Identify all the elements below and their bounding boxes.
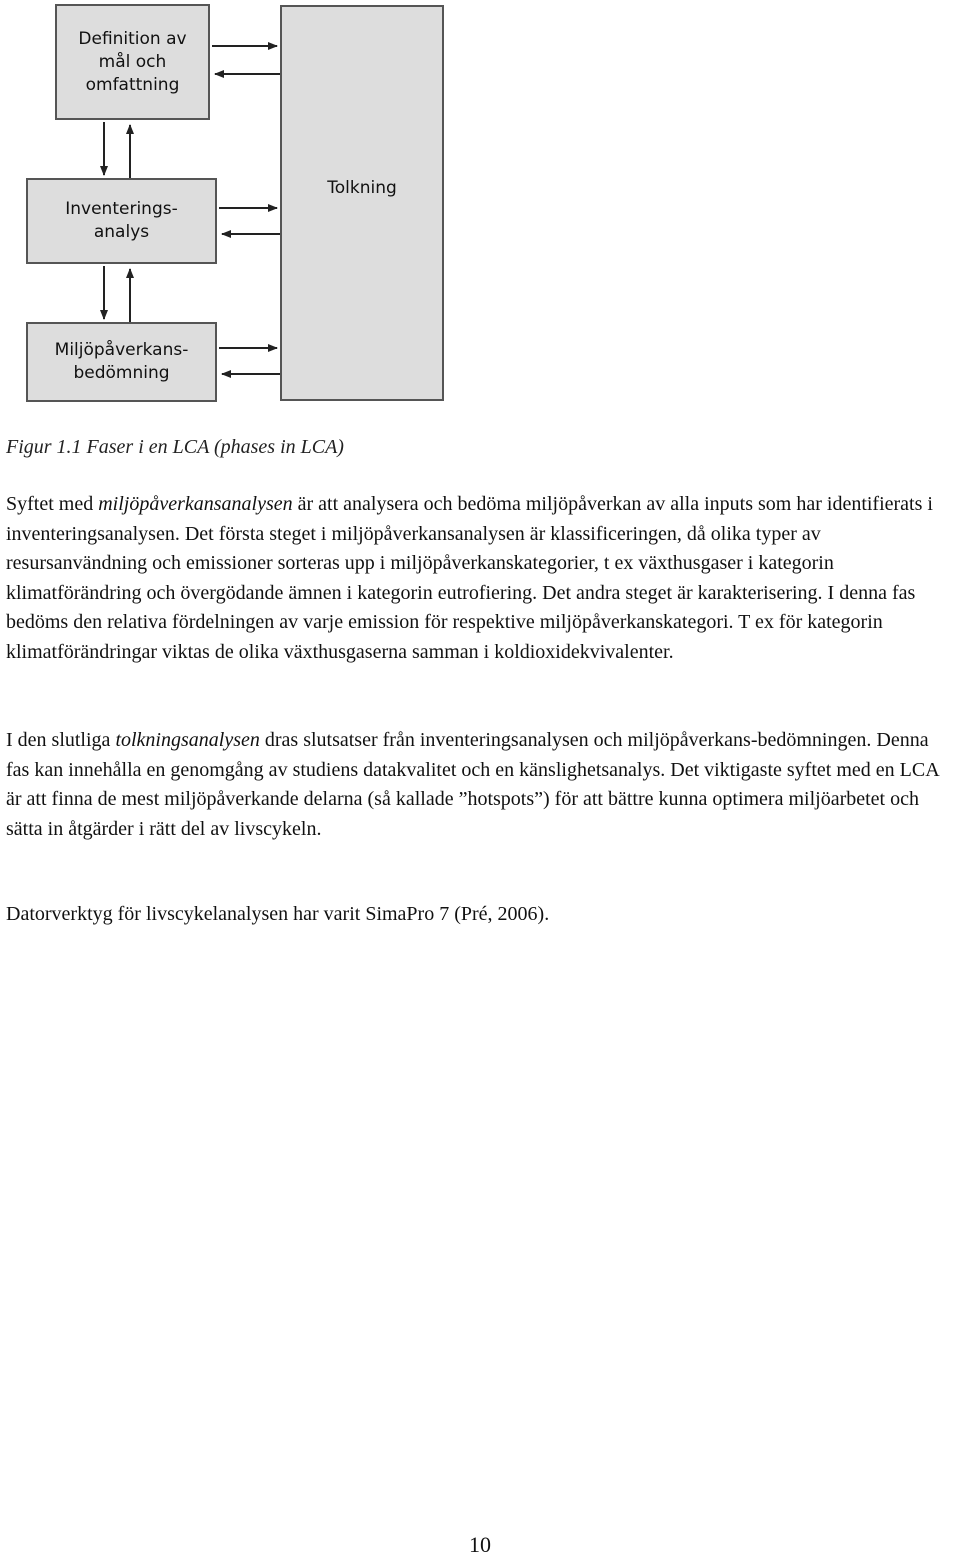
paragraph1-italic-term: miljöpåverkansanalysen xyxy=(98,493,293,515)
page-number: 10 xyxy=(469,1532,491,1557)
goal-and-scope-label: Definition av mål och omfattning xyxy=(78,28,187,95)
paragraph2-text-a: I den slutliga xyxy=(6,729,116,751)
impact-assessment-label: Miljöpåverkans- bedömning xyxy=(54,340,189,383)
paragraph-interpretation xyxy=(6,726,954,844)
interpretation-label: Tolkning xyxy=(327,178,397,198)
lca-phases-diagram xyxy=(0,0,460,420)
inventory-analysis-label: Inventerings- analys xyxy=(65,199,178,242)
paragraph-software: Datorverktyg för livscykelanalysen har varit SimaPro 7 (Pré, 2006). xyxy=(6,903,550,925)
figure-caption: Figur 1.1 Faser i en LCA (phases in LCA) xyxy=(6,436,344,458)
diagram-arrows xyxy=(0,0,460,420)
paragraph2-text-c: dras slutsatser från inventeringsanalysen och miljöpåverkans-bedömningen. Denna fas kan innehålla en genomgång av studiens datakvalitet och en känslighetsanalys. Det viktigaste syftet med en LCA är att finna de mest miljöpåverkande delarna (så kallade ”hotspots”) för att bättre kunna optimera miljöarbetet och sätta in åtgärder i rätt del av livscykeln. xyxy=(6,729,939,840)
paragraph1-text-c: är att analysera och bedöma miljöpåverkan av alla inputs som har identifierats i inventeringsanalysen. Det första steget i miljöpåverkansanalysen är klassificeringen, då olika typer av resursanvändning och emissioner sorteras upp i miljöpåverkanskategorier, t ex växthusgaser i kategorin klimatförändring och övergödande ämnen i kategorin eutrofiering. Det andra steget är karakterisering. I denna fas bedöms den relativa fördelningen av varje emission för respektive miljöpåverkanskategori. T ex för kategorin klimatförändringar viktas de olika växthusgaserna samman i koldioxidekvivalenter. xyxy=(6,493,933,663)
paragraph1-text-a: Syftet med xyxy=(6,493,99,515)
paragraph-impact-assessment xyxy=(6,490,954,667)
paragraph2-italic-term: tolkningsanalysen xyxy=(115,729,260,751)
